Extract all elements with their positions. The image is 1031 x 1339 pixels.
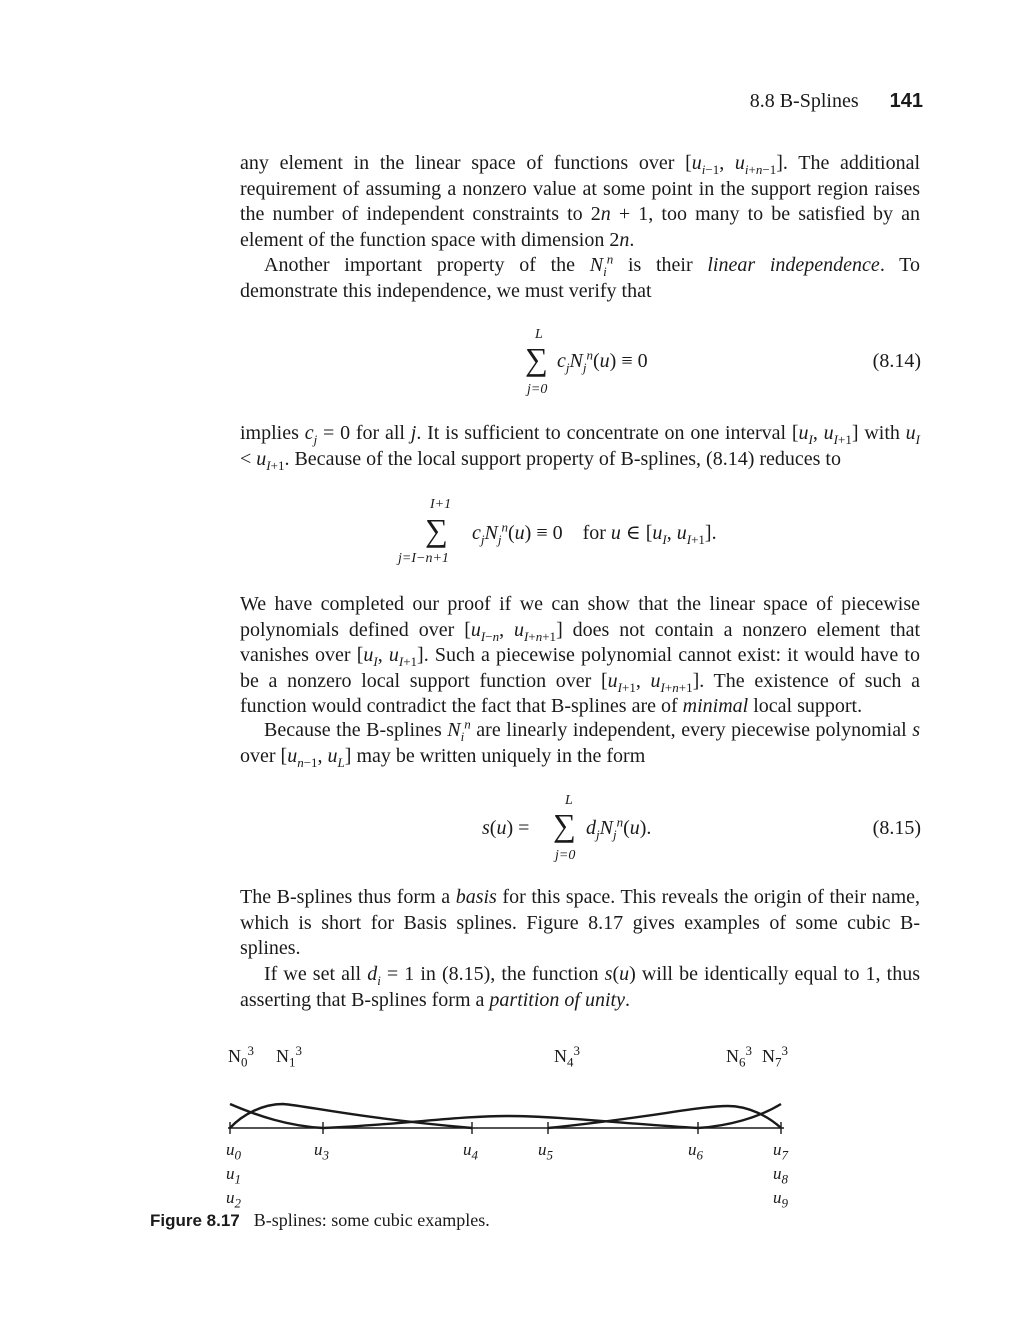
sum-lower-limit: j=0 bbox=[527, 382, 548, 397]
figure-label: Figure 8.17 bbox=[150, 1211, 240, 1230]
curve-N1 bbox=[230, 1104, 472, 1128]
section-title: 8.8 B-Splines bbox=[749, 90, 859, 112]
figure-caption bbox=[150, 1210, 490, 1231]
paragraph-4: We have completed our proof if we can show that the linear space of piecewise polynomials defined over [$u_{I-n}$, $u_{I+n+1}$] does not contain a nonzero element that vanishes over [$u_I$, $u_{I+1}$]. Such a piecewise polynomial cannot exist: it would have to be a nonzero local support function over [$u_{I+1}$, $u_{I+n+1}$]. The existence of such a function would contradict the fact that B-splines are of minimal local support. bbox=[240, 593, 921, 717]
figure-8-17 bbox=[226, 1043, 798, 1211]
label-u7: $u_7$ bbox=[773, 1140, 788, 1163]
sigma-symbol: ∑ bbox=[425, 512, 448, 548]
label-u0: $u_0$ bbox=[226, 1140, 241, 1163]
label-u4: $u_4$ bbox=[463, 1140, 478, 1163]
paragraph-3: implies $c_j = 0$ for all j. It is sufficient to concentrate on one interval [$u_I$, $u_{I+1}$] with $u_I < u_{I+1}$. Because of the local support property of B-splines, (8.14) reduces to bbox=[240, 422, 921, 473]
equation-lhs: s(u) = bbox=[482, 817, 530, 839]
equation-number: (8.15) bbox=[872, 817, 921, 839]
label-N0: $N_0^3$ bbox=[228, 1043, 254, 1070]
sum-upper-limit: L bbox=[565, 793, 573, 808]
sum-lower-limit: j=0 bbox=[555, 848, 576, 863]
paragraph-2: Another important property of the $N_i^n$ is their linear independence. To demonstrate this independence, we must verify that bbox=[240, 251, 920, 302]
sum-upper-limit: I+1 bbox=[430, 497, 452, 512]
sigma-symbol: ∑ bbox=[553, 807, 576, 843]
sigma-symbol: ∑ bbox=[525, 341, 548, 377]
label-u8: $u_8$ bbox=[773, 1164, 788, 1187]
label-u9: $u_9$ bbox=[773, 1188, 788, 1211]
running-header bbox=[750, 90, 923, 113]
paragraph-7: If we set all $d_i = 1$ in (8.15), the function s(u) will be identically equal to 1, thus asserting that B-splines form a partition of unity. bbox=[240, 963, 920, 1011]
label-N4: $N_4^3$ bbox=[554, 1043, 580, 1070]
label-N7: $N_7^3$ bbox=[762, 1043, 788, 1070]
sum-lower-limit: j=I−n+1 bbox=[398, 551, 449, 566]
emphasis-basis: basis bbox=[455, 886, 497, 908]
text-run: The B-splines thus form a bbox=[240, 886, 451, 908]
caption-text: B-splines: some cubic examples. bbox=[253, 1210, 490, 1230]
label-u3: $u_3$ bbox=[314, 1140, 329, 1163]
paragraph-1: any element in the linear space of functions over [$u_{i-1}$, $u_{i+n-1}$]. The additional requirement of assuming a nonzero value at some point in the support region raises the number of independent constraints to 2n + 1, too many to be satisfied by an element of the function space with dimension 2n. bbox=[240, 152, 921, 251]
paragraph-6 bbox=[240, 885, 920, 962]
label-u6: $u_6$ bbox=[688, 1140, 703, 1163]
sum-upper-limit: L bbox=[535, 327, 543, 342]
label-u5: $u_5$ bbox=[538, 1140, 553, 1163]
label-N6: $N_6^3$ bbox=[726, 1043, 752, 1070]
text-run: for this space. This reveals the origin of their name, which is short for Basis splines. Figure 8.17 gives examples of some cubic B-splines. bbox=[240, 886, 921, 959]
equation-number: (8.14) bbox=[872, 350, 921, 372]
page-number: 141 bbox=[889, 90, 923, 112]
equation-body: $c_jN_j^n(u) \equiv 0$ for u ∈ [$u_I$, $u_{I+1}$]. bbox=[472, 519, 717, 547]
paragraph-5: Because the B-splines $N_i^n$ are linearly independent, every piecewise polynomial s over [$u_{n-1}$, $u_L$] may be written uniquely in the form bbox=[240, 716, 921, 770]
label-u2: $u_2$ bbox=[226, 1188, 241, 1211]
equation-body: $c_jN_j^n(u) \equiv 0$ bbox=[557, 347, 648, 375]
label-N1: $N_1^3$ bbox=[276, 1043, 302, 1070]
equation-body: $d_jN_j^n(u)$. bbox=[586, 814, 652, 842]
label-u1: $u_1$ bbox=[226, 1164, 241, 1187]
